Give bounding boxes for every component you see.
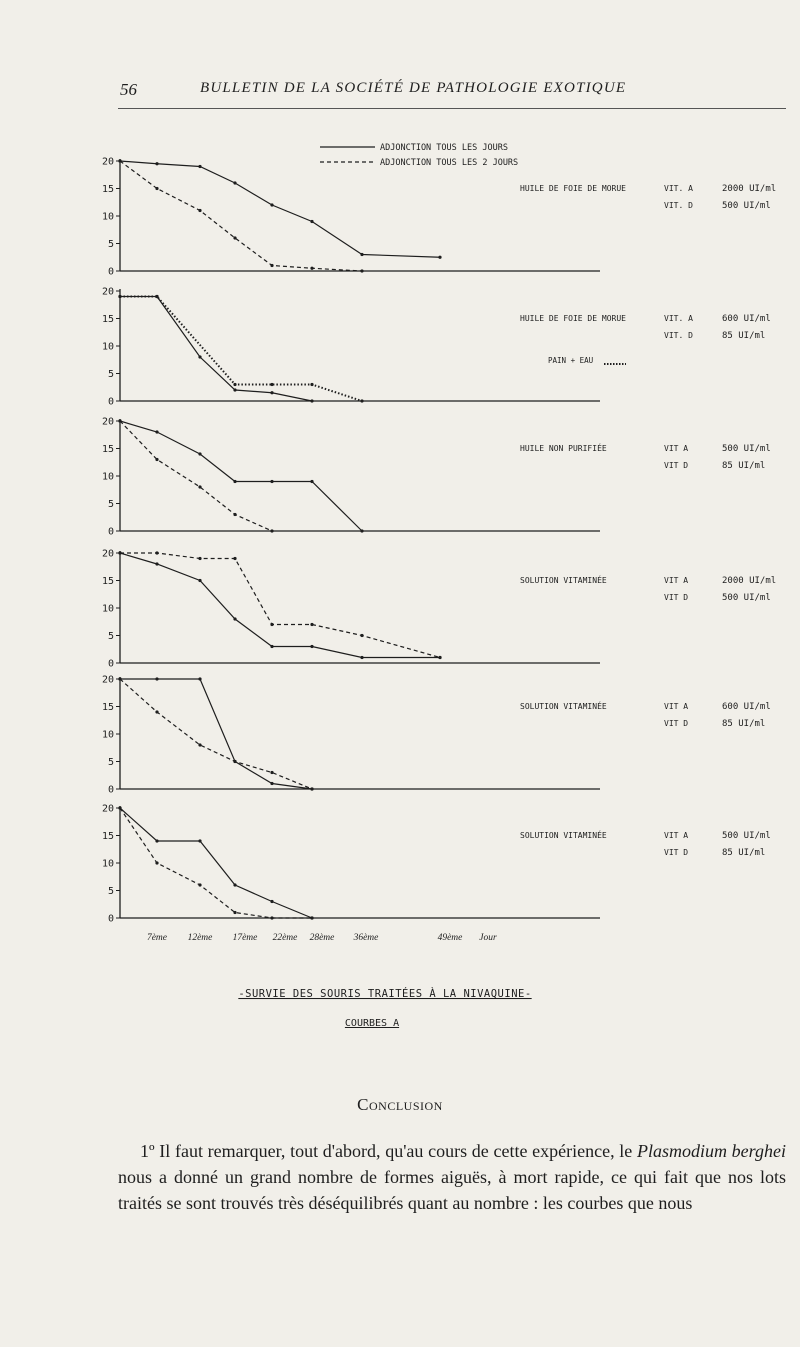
x-tick-label: 12ème — [187, 933, 213, 943]
panel-1 — [102, 157, 776, 278]
section-heading: Conclusion — [357, 1095, 443, 1114]
y-tick-label: 15 — [101, 831, 114, 842]
data-point-solid — [310, 645, 313, 648]
panel-label: SOLUTION VITAMINÉE — [520, 576, 607, 585]
dose-vitamin: VIT. D — [664, 331, 693, 340]
y-tick-label: 20 — [101, 416, 114, 428]
y-tick-label: 5 — [107, 239, 114, 250]
dose-value: 500 UI/ml — [722, 831, 771, 841]
data-point-solid — [198, 839, 201, 842]
data-point-solid — [198, 579, 201, 582]
dose-vitamin: VIT. A — [664, 184, 693, 193]
data-point-solid — [310, 399, 313, 402]
dose-value: 500 UI/ml — [722, 444, 771, 454]
panel-label: SOLUTION VITAMINÉE — [520, 831, 607, 840]
data-point-dashed — [438, 656, 441, 659]
data-point-dashed — [198, 883, 201, 886]
data-point-solid — [270, 782, 273, 785]
legend-dashed-label: ADJONCTION TOUS LES 2 JOURS — [380, 158, 519, 168]
data-point-dashed — [270, 771, 273, 774]
data-point-dotted — [310, 383, 313, 386]
dose-value: 2000 UI/ml — [722, 576, 777, 586]
data-point-dotted — [118, 295, 121, 298]
chart-panels — [102, 157, 776, 925]
conclusion-paragraph — [118, 1138, 786, 1216]
data-point-solid — [198, 452, 201, 455]
data-point-solid — [270, 480, 273, 483]
data-point-dashed — [270, 916, 273, 919]
data-point-dashed — [310, 267, 313, 270]
x-tick-label: 28ème — [309, 933, 335, 943]
data-point-dashed — [155, 861, 158, 864]
data-point-dashed — [155, 710, 158, 713]
paragraph-suffix: nous a donné un grand nombre de formes aiguës, à mort rapide, ce qui fait que nos lots traités se sont trouvés très déséquilibrés quant au nombre : les courbes que nous — [118, 1167, 786, 1213]
y-tick-label: 10 — [101, 858, 114, 870]
data-point-dashed — [155, 187, 158, 190]
data-point-solid — [198, 355, 201, 358]
dose-vitamin: VIT A — [664, 444, 689, 453]
panel-label: HUILE NON PURIFIÉE — [520, 444, 607, 453]
series-dashed — [120, 421, 272, 531]
y-tick-label: 5 — [107, 499, 114, 510]
data-point-dashed — [360, 269, 363, 272]
panel-label: HUILE DE FOIE DE MORUE — [520, 184, 626, 193]
series-dashed — [120, 808, 312, 918]
data-point-solid — [155, 430, 158, 433]
data-point-solid — [438, 256, 441, 259]
series-solid — [120, 421, 362, 531]
data-point-dashed — [310, 787, 313, 790]
panel-label: SOLUTION VITAMINÉE — [520, 702, 607, 711]
y-tick-label: 10 — [101, 471, 114, 483]
dose-vitamin: VIT D — [664, 719, 689, 728]
dose-value: 85 UI/ml — [722, 331, 766, 341]
y-tick-label: 0 — [107, 266, 114, 278]
data-point-dotted — [270, 383, 273, 386]
data-point-solid — [233, 388, 236, 391]
data-point-dashed — [198, 557, 201, 560]
data-point-solid — [360, 529, 363, 532]
dose-vitamin: VIT D — [664, 593, 689, 602]
panel-6 — [102, 804, 771, 925]
dose-vitamin: VIT. A — [664, 314, 693, 323]
dose-vitamin: VIT A — [664, 831, 689, 840]
data-point-dashed — [270, 264, 273, 267]
data-point-dashed — [233, 557, 236, 560]
dose-value: 85 UI/ml — [722, 461, 766, 471]
data-point-solid — [360, 253, 363, 256]
data-point-solid — [310, 220, 313, 223]
y-tick-label: 20 — [101, 803, 114, 815]
data-point-dashed — [118, 677, 121, 680]
data-point-solid — [233, 181, 236, 184]
data-point-dashed — [270, 529, 273, 532]
panel-4 — [102, 549, 776, 670]
page-number: 56 — [120, 80, 137, 99]
y-tick-label: 0 — [107, 913, 114, 925]
data-point-dotted — [233, 383, 236, 386]
x-axis-tick-labels — [147, 933, 497, 943]
dose-value: 500 UI/ml — [722, 201, 771, 211]
y-tick-label: 10 — [101, 729, 114, 741]
y-tick-label: 20 — [101, 548, 114, 560]
panel-2 — [102, 287, 771, 408]
x-tick-label: 7ème — [146, 933, 168, 943]
paragraph-prefix: 1º Il faut remarquer, tout d'abord, qu'au cours de cette expérience, le — [140, 1141, 637, 1161]
dose-vitamin: VIT. D — [664, 201, 693, 210]
y-tick-label: 10 — [101, 211, 114, 223]
dose-vitamin: VIT A — [664, 702, 689, 711]
data-point-dashed — [233, 513, 236, 516]
dose-value: 85 UI/ml — [722, 719, 766, 729]
panel-3 — [102, 417, 771, 538]
data-point-dotted — [360, 399, 363, 402]
series-solid — [120, 808, 312, 918]
data-point-dashed — [118, 806, 121, 809]
data-point-dashed — [118, 419, 121, 422]
dose-value: 600 UI/ml — [722, 314, 771, 324]
data-point-solid — [270, 391, 273, 394]
data-point-solid — [155, 162, 158, 165]
data-point-solid — [198, 677, 201, 680]
y-tick-label: 15 — [101, 576, 114, 587]
data-point-dashed — [233, 236, 236, 239]
data-point-dashed — [270, 623, 273, 626]
dose-value: 85 UI/ml — [722, 848, 766, 858]
y-tick-label: 5 — [107, 757, 114, 768]
series-solid — [120, 161, 440, 257]
y-tick-label: 0 — [107, 526, 114, 538]
dose-vitamin: VIT A — [664, 576, 689, 585]
data-point-solid — [155, 677, 158, 680]
x-tick-label: 49ème — [437, 933, 463, 943]
series-solid — [120, 553, 440, 658]
data-point-dashed — [233, 760, 236, 763]
data-point-solid — [155, 562, 158, 565]
y-tick-label: 15 — [101, 702, 114, 713]
figure-title: -SURVIE DES SOURIS TRAITÉES À LA NIVAQUINE- — [238, 988, 532, 1000]
x-tick-label: 17ème — [232, 933, 258, 943]
y-tick-label: 20 — [101, 156, 114, 168]
y-tick-label: 15 — [101, 314, 114, 325]
y-tick-label: 15 — [101, 184, 114, 195]
dose-value: 2000 UI/ml — [722, 184, 777, 194]
panel-5 — [102, 675, 771, 796]
y-tick-label: 20 — [101, 286, 114, 298]
series-solid — [120, 679, 312, 789]
y-tick-label: 0 — [107, 784, 114, 796]
species-name: Plasmodium berghei — [636, 1141, 786, 1161]
y-tick-label: 5 — [107, 886, 114, 897]
data-point-dashed — [233, 911, 236, 914]
data-point-dashed — [155, 551, 158, 554]
dose-value: 600 UI/ml — [722, 702, 771, 712]
series-solid — [120, 297, 312, 402]
running-title: BULLETIN DE LA SOCIÉTÉ DE PATHOLOGIE EXOTIQUE — [200, 80, 627, 96]
x-tick-label: 22ème — [272, 933, 298, 943]
data-point-solid — [270, 645, 273, 648]
y-tick-label: 10 — [101, 603, 114, 615]
y-tick-label: 0 — [107, 396, 114, 408]
y-tick-label: 10 — [101, 341, 114, 353]
data-point-solid — [233, 883, 236, 886]
data-point-solid — [310, 480, 313, 483]
legend — [320, 143, 518, 168]
dose-vitamin: VIT D — [664, 461, 689, 470]
y-tick-label: 15 — [101, 444, 114, 455]
data-point-solid — [233, 617, 236, 620]
dose-vitamin: VIT D — [664, 848, 689, 857]
data-point-dashed — [118, 551, 121, 554]
data-point-solid — [155, 839, 158, 842]
data-point-dashed — [360, 634, 363, 637]
data-point-dashed — [310, 623, 313, 626]
y-tick-label: 5 — [107, 631, 114, 642]
data-point-dotted — [155, 295, 158, 298]
data-point-dashed — [198, 743, 201, 746]
panel-extra-label: PAIN + EAU — [548, 356, 594, 365]
data-point-dashed — [310, 916, 313, 919]
data-point-dashed — [155, 458, 158, 461]
data-point-dashed — [198, 209, 201, 212]
data-point-dashed — [198, 485, 201, 488]
series-dotted — [120, 297, 362, 402]
legend-solid-label: ADJONCTION TOUS LES JOURS — [380, 143, 508, 153]
x-tick-label: 36ème — [353, 933, 379, 943]
y-tick-label: 20 — [101, 674, 114, 686]
panel-label: HUILE DE FOIE DE MORUE — [520, 314, 626, 323]
y-tick-label: 0 — [107, 658, 114, 670]
data-point-solid — [198, 165, 201, 168]
x-tick-label: Jour — [479, 933, 497, 943]
dose-value: 500 UI/ml — [722, 593, 771, 603]
data-point-solid — [270, 203, 273, 206]
data-point-solid — [360, 656, 363, 659]
y-tick-label: 5 — [107, 369, 114, 380]
series-dashed — [120, 679, 312, 789]
data-point-dashed — [118, 159, 121, 162]
data-point-solid — [270, 900, 273, 903]
figure-subtitle: COURBES A — [344, 1018, 400, 1029]
data-point-solid — [233, 480, 236, 483]
series-dashed — [120, 161, 362, 271]
